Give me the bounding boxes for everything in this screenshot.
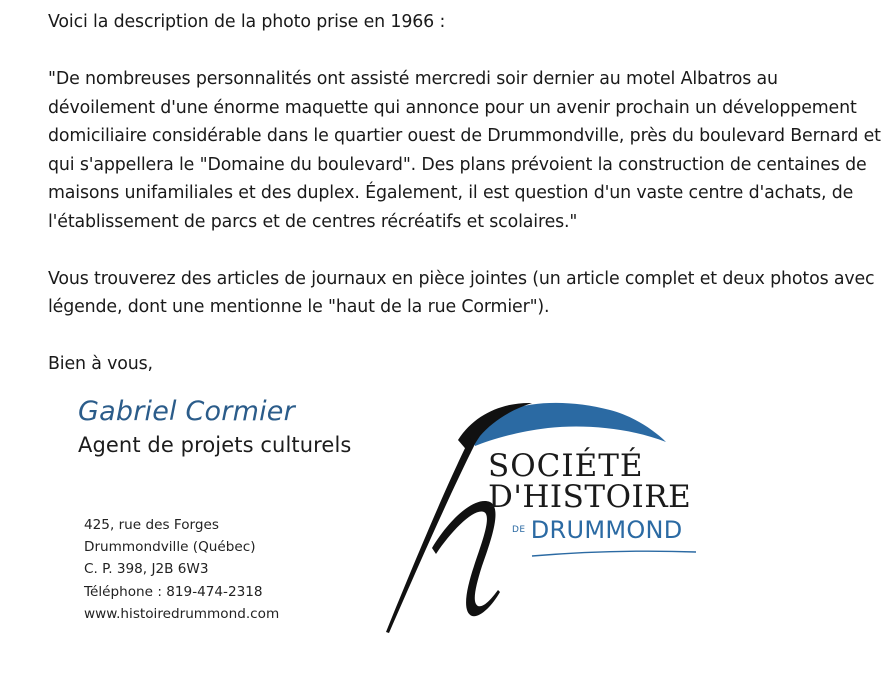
societe-histoire-logo	[380, 398, 710, 638]
address-street: 425, rue des Forges	[84, 517, 219, 533]
logo-drummond: DRUMMOND	[530, 516, 683, 544]
signature-title: Agent de projets culturels	[78, 433, 352, 457]
photo-description: "De nombreuses personnalités ont assisté mercredi soir dernier au motel Albatros au dévoilement d'une énorme maquette qui annonce pour un avenir prochain un développement domiciliaire considérable dans le quartier ouest de Drummondville, près du boulevard Bernard et qui s'appellera le "Domaine du boulevard". Des plans prévoient la construction de centaines de maisons unifamiliales et des duplex. Également, il est question d'un vaste centre d'achats, de l'établissement de parcs et de centres récréatifs et scolaires."	[48, 69, 881, 232]
phone-number: Téléphone : 819-474-2318	[84, 583, 263, 600]
closing: Bien à vous,	[48, 354, 153, 374]
attachments-note: Vous trouverez des articles de journaux en pièce jointes (un article complet et deux photos avec légende, dont une mentionne le "haut de la rue Cormier").	[48, 268, 875, 317]
logo-line-societe: SOCIÉTÉ	[488, 448, 644, 484]
signature-contact	[84, 514, 279, 625]
address-city: Drummondville (Québec)	[84, 539, 256, 556]
website-link[interactable]: www.histoiredrummond.com	[84, 605, 280, 622]
address-postal: C. P. 398, J2B 6W3	[84, 561, 209, 578]
email-body	[48, 8, 888, 407]
signature-name: Gabriel Cormier	[78, 396, 295, 427]
intro-line: Voici la description de la photo prise en 1966 :	[48, 12, 446, 32]
logo-de: DE	[512, 525, 526, 535]
logo-line-drummond	[512, 516, 683, 544]
logo-line-histoire: D'HISTOIRE	[488, 479, 692, 515]
